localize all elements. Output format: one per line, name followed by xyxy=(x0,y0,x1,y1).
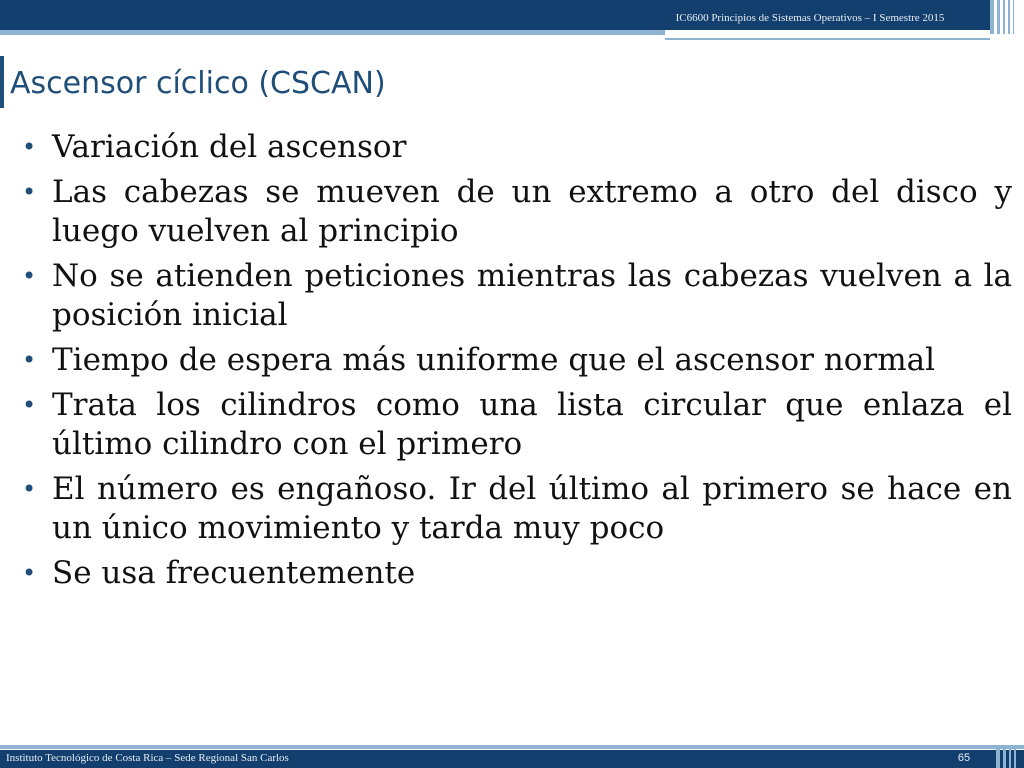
footer-institution: Instituto Tecnológico de Costa Rica – Sede Regional San Carlos xyxy=(6,752,289,764)
footer-stripes-decoration xyxy=(996,748,1020,768)
page-number: 65 xyxy=(957,752,971,764)
bullet-dot-icon: • xyxy=(22,262,37,290)
bullet-item: • Las cabezas se mueven de un extremo a otro del disco y luego vuelven al principio xyxy=(22,174,1012,249)
bullet-dot-icon: • xyxy=(22,391,37,419)
bullet-dot-icon: • xyxy=(22,178,37,206)
header-band xyxy=(0,0,1024,30)
bullet-item: • No se atienden peticiones mientras las cabezas vuelven a la posición inicial xyxy=(22,258,1012,333)
bullet-dot-icon: • xyxy=(22,346,37,374)
bullet-item: • Se usa frecuentemente xyxy=(22,555,416,591)
footer-band-light xyxy=(0,745,1024,749)
bullet-dot-icon: • xyxy=(22,133,37,161)
bullet-list xyxy=(22,128,1012,599)
bullet-item: • El número es engañoso. Ir del último al primero se hace en un único movimiento y tarda muy poco xyxy=(22,471,1012,546)
slide-title: Ascensor cíclico (CSCAN) xyxy=(10,66,386,101)
header-rule xyxy=(665,38,990,40)
title-accent-bar xyxy=(0,56,4,108)
bullet-item: • Trata los cilindros como una lista circular que enlaza el último cilindro con el primero xyxy=(22,387,1012,462)
header-band-light xyxy=(0,30,665,35)
header-stripes-decoration xyxy=(990,0,1020,34)
course-header: IC6600 Principios de Sistemas Operativos – I Semestre 2015 xyxy=(675,12,945,24)
bullet-item: • Tiempo de espera más uniforme que el ascensor normal xyxy=(22,342,936,378)
bullet-item: • Variación del ascensor xyxy=(22,129,407,165)
bullet-dot-icon: • xyxy=(22,475,37,503)
bullet-dot-icon: • xyxy=(22,559,37,587)
